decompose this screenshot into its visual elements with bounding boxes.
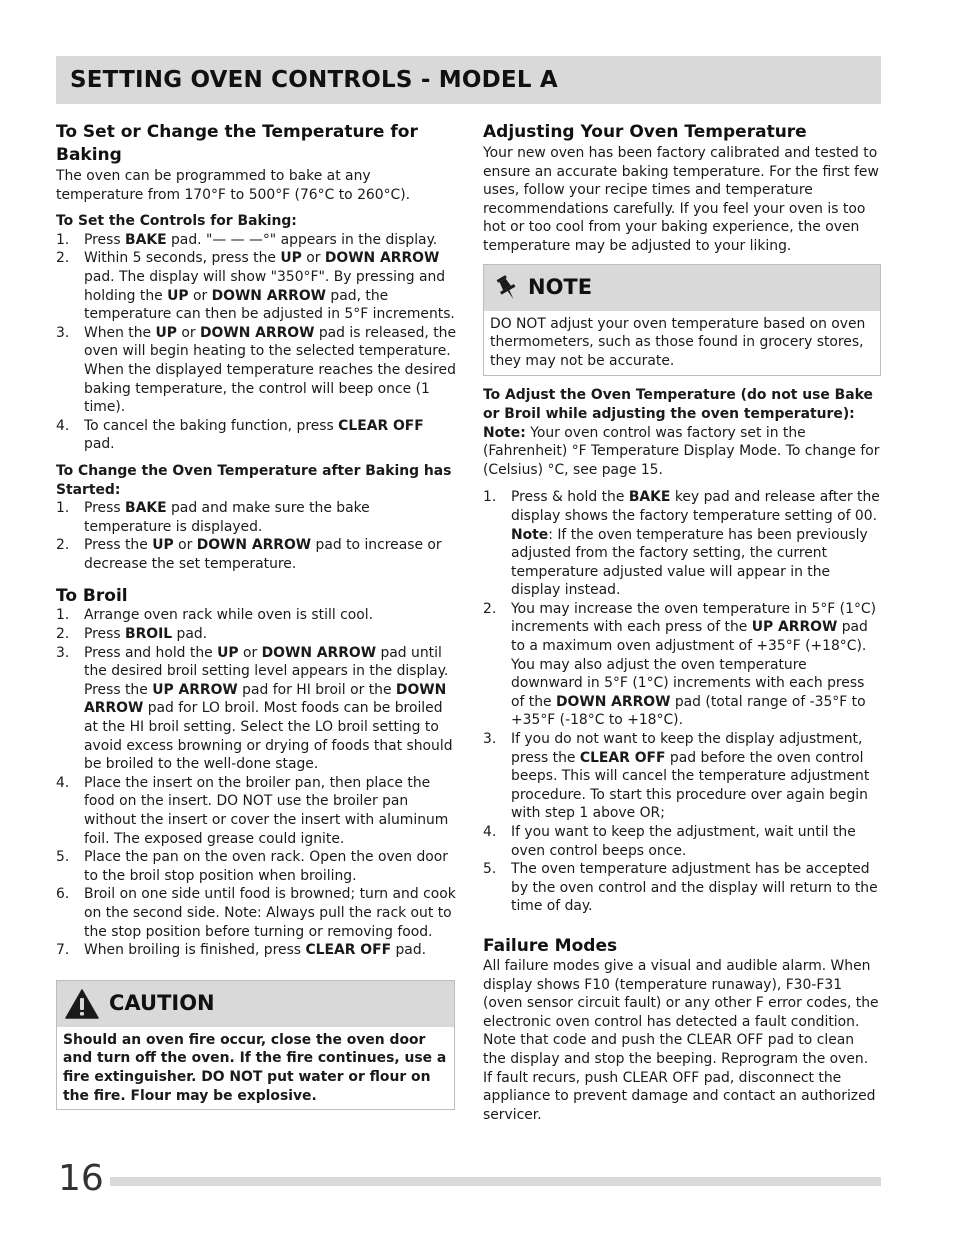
list-item <box>56 324 458 417</box>
list-item-number: 3. <box>56 324 70 341</box>
list-item-emphasis: DOWN ARROW <box>556 693 671 710</box>
list-item <box>56 606 458 625</box>
caution-box <box>56 980 455 1110</box>
list-item-text: Press <box>84 500 125 517</box>
list-item-text: Press the <box>84 537 153 554</box>
list-item-emphasis: DOWN ARROW <box>200 324 315 341</box>
list-item-text: pad (total range of -35°F to +35°F (-18°C to +18°C). <box>511 693 866 729</box>
bake-change-subheading: To Change the Oven Temperature after Baking has Started: <box>56 462 452 498</box>
list-item <box>56 774 458 848</box>
list-item-text: pad to a maximum oven adjustment of +35°F (+18°C). You may also adjust the oven temperature downward in 5°F (1°C) increments with each press of the <box>511 619 868 710</box>
list-item-number: 6. <box>56 886 70 903</box>
list-item-number: 2. <box>56 626 70 643</box>
list-item-text: Press <box>84 231 125 248</box>
adjust-section-title: Adjusting Your Oven Temperature <box>483 122 807 142</box>
list-item-number: 3. <box>483 731 497 748</box>
list-item-text: pad is released, the oven will begin heating to the selected temperature. When the displayed temperature reaches the desired baking temperature, the control will beep once (1 time). <box>84 324 457 416</box>
list-item-text: When broiling is finished, press <box>84 942 306 959</box>
list-item-text: You may increase the oven temperature in 5°F (1°C) increments with each press of the <box>511 600 877 636</box>
list-item-number: 1. <box>56 607 70 624</box>
bake-set-steps <box>56 231 458 454</box>
list-item-text: When the <box>84 324 156 341</box>
failure-text: All failure modes give a visual and audible alarm. When display shows F10 (temperature runaway), F30-F31 (oven sensor circuit fault) or any other F error codes, the electronic oven control has detected a fault condition. Note that code and push the CLEAR OFF pad to clean the display and stop the beeping. Reprogram the oven. If fault recurs, push CLEAR OFF pad, disconnect the appliance to prevent damage and contact an authorized servicer. <box>483 957 879 1123</box>
list-item <box>56 417 458 454</box>
list-item-text: or <box>176 324 201 341</box>
list-item-text: Press <box>84 626 125 643</box>
list-item-text: Place the insert on the broiler pan, then place the food on the insert. DO NOT use the broiler pan without the insert or cover the insert with aluminum foil. The exposed grease could ignite. <box>84 774 449 847</box>
list-item-text: pad. The display will show "350°F". By pressing and holding the <box>84 268 446 304</box>
note-text: DO NOT adjust your oven temperature based on oven thermometers, such as those found in grocery stores, they may not be accurate. <box>490 315 866 369</box>
list-item-text: Within 5 seconds, press the <box>84 250 281 267</box>
bake-intro: The oven can be programmed to bake at any temperature from 170°F to 500°F (76°C to 260°C). <box>56 168 411 203</box>
list-item-emphasis: BAKE <box>124 231 167 248</box>
list-item-text: pad. "— — —°" appears in the display. <box>166 231 438 248</box>
adjust-intro: Your new oven has been factory calibrated and tested to ensure an accurate baking temperature. For the first few uses, follow your recipe times and temperature recommendations carefully. If you feel your oven is too hot or too cool from your baking experience, the oven temperature may be adjusted to your liking. <box>483 145 879 254</box>
list-item-text: key pad and release after the display shows the factory temperature setting of 00. <box>511 489 880 524</box>
list-item-number: 2. <box>56 250 70 267</box>
list-item-emphasis: CLEAR OFF <box>305 942 392 959</box>
list-item-emphasis: DOWN ARROW <box>84 681 447 717</box>
list-item-emphasis: DOWN ARROW <box>196 537 312 554</box>
caution-label: CAUTION <box>109 991 215 1016</box>
list-item-emphasis: Note <box>511 526 549 543</box>
list-item-text: pad. <box>84 436 115 453</box>
list-item-text: If you want to keep the adjustment, wait until the oven control beeps once. <box>511 824 856 859</box>
right-column <box>483 121 881 1124</box>
list-item-emphasis: CLEAR OFF <box>579 749 666 766</box>
list-item-text: If you do not want to keep the display adjustment, press the <box>511 731 863 766</box>
list-item-number: 5. <box>483 861 497 878</box>
list-item-number: 3. <box>56 644 70 661</box>
list-item-number: 1. <box>483 489 497 506</box>
pushpin-icon <box>492 273 522 303</box>
failure-section-title: Failure Modes <box>483 935 618 956</box>
note-header <box>484 265 880 311</box>
list-item-emphasis: BROIL <box>124 626 173 643</box>
list-item-number: 4. <box>56 417 70 434</box>
list-item-text: pad to increase or decrease the set temperature. <box>84 537 442 572</box>
list-item-emphasis: CLEAR OFF <box>338 417 424 434</box>
list-item <box>56 941 458 960</box>
list-item-text: or <box>173 537 197 554</box>
list-item-text: Broil on one side until food is browned; turn and cook on the second side. Note: Always pull the rack out to the stop position before turning or removing food. <box>84 886 456 940</box>
page-title: SETTING OVEN CONTROLS - MODEL A <box>70 67 558 93</box>
list-item-text: pad and make sure the bake temperature is displayed. <box>84 500 370 535</box>
list-item-emphasis: UP <box>280 250 302 267</box>
bake-section-title: To Set or Change the Temperature for Baking <box>56 122 418 165</box>
list-item-number: 5. <box>56 849 70 866</box>
list-item-emphasis: UP <box>155 324 177 341</box>
adjust-note-text: Your oven control was factory set in the (Fahrenheit) °F Temperature Display Mode. To change for (Celsius) °C, see page 15. <box>483 424 880 478</box>
adjust-note-label: Note: <box>483 424 526 441</box>
list-item <box>56 848 458 885</box>
broil-section-title: To Broil <box>56 586 128 607</box>
list-item-text: : If the oven temperature has been previously adjusted from the factory setting, the current temperature adjusted value will appear in the display instead. <box>511 526 868 599</box>
list-item-text: or <box>238 644 262 661</box>
list-item-emphasis: BAKE <box>628 489 671 506</box>
list-item-emphasis: UP <box>152 537 174 554</box>
footer-bar <box>110 1177 881 1186</box>
page-number: 16 <box>58 1158 104 1199</box>
list-item-text: pad for LO broil. Most foods can be broiled at the HI broil setting. Select the LO broil setting to avoid excess browning or drying of foods that should be broiled to the well-done stage. <box>84 700 453 773</box>
list-item <box>483 488 881 600</box>
list-item-number: 4. <box>56 774 70 791</box>
list-item <box>56 536 458 573</box>
list-item-text: pad, the temperature can then be adjusted in 5°F increments. <box>84 287 455 323</box>
list-item-emphasis: UP <box>217 644 239 661</box>
list-item-number: 1. <box>56 231 70 248</box>
list-item-number: 2. <box>483 600 497 617</box>
list-item <box>56 499 458 536</box>
list-item <box>56 885 458 941</box>
list-item-number: 2. <box>56 537 70 554</box>
broil-steps <box>56 606 458 959</box>
list-item <box>56 644 458 774</box>
list-item-text: Press and hold the <box>84 644 218 661</box>
list-item-number: 7. <box>56 942 70 959</box>
list-item-emphasis: UP ARROW <box>152 681 238 698</box>
adjust-subheading: To Adjust the Oven Temperature (do not use Bake or Broil while adjusting the oven temperature): <box>483 387 873 422</box>
list-item-emphasis: UP ARROW <box>751 619 838 636</box>
list-item <box>483 730 881 823</box>
list-item-text: or <box>188 287 212 304</box>
caution-header <box>57 981 454 1027</box>
adjust-note <box>483 424 881 480</box>
warning-triangle-icon <box>65 989 99 1019</box>
list-item-text: pad. <box>391 942 427 959</box>
note-box <box>483 264 881 377</box>
list-item <box>483 823 881 860</box>
list-item-emphasis: DOWN ARROW <box>324 250 440 267</box>
list-item-text: To cancel the baking function, press <box>84 417 339 434</box>
list-item <box>56 625 458 644</box>
list-item-text: pad before the oven control beeps. This will cancel the temperature adjustment procedure. To start this procedure over again begin with step 1 above OR; <box>511 749 870 822</box>
list-item <box>56 249 458 323</box>
list-item-emphasis: DOWN ARROW <box>261 644 377 661</box>
bake-change-steps <box>56 499 458 573</box>
list-item-number: 4. <box>483 824 497 840</box>
list-item <box>483 600 881 730</box>
note-label: NOTE <box>528 275 593 300</box>
list-item-text: The oven temperature adjustment has be accepted by the oven control and the display will return to the time of day. <box>511 861 878 915</box>
list-item-text: or <box>301 250 325 267</box>
page-header-banner <box>56 56 881 104</box>
list-item-text: Press & hold the <box>511 489 629 506</box>
list-item-emphasis: DOWN ARROW <box>211 287 327 304</box>
left-column <box>56 121 458 1110</box>
list-item <box>56 231 458 250</box>
adjust-steps <box>483 488 881 916</box>
list-item-emphasis: BAKE <box>124 500 167 517</box>
bake-set-subheading: To Set the Controls for Baking: <box>56 213 297 230</box>
list-item-text: pad. <box>172 626 208 643</box>
list-item-text: pad for HI broil or the <box>237 681 396 698</box>
list-item-number: 1. <box>56 500 70 517</box>
list-item-text: Arrange oven rack while oven is still cool. <box>84 607 374 624</box>
caution-text: Should an oven fire occur, close the oven door and turn off the oven. If the fire continues, use a fire extinguisher. DO NOT put water or flour on the fire. Flour may be explosive. <box>63 1031 447 1104</box>
list-item <box>483 860 881 916</box>
list-item-emphasis: UP <box>167 287 189 304</box>
list-item-text: pad until the desired broil setting level appears in the display. Press the <box>84 644 449 698</box>
list-item-text: Place the pan on the oven rack. Open the oven door to the broil stop position when broiling. <box>84 849 448 884</box>
